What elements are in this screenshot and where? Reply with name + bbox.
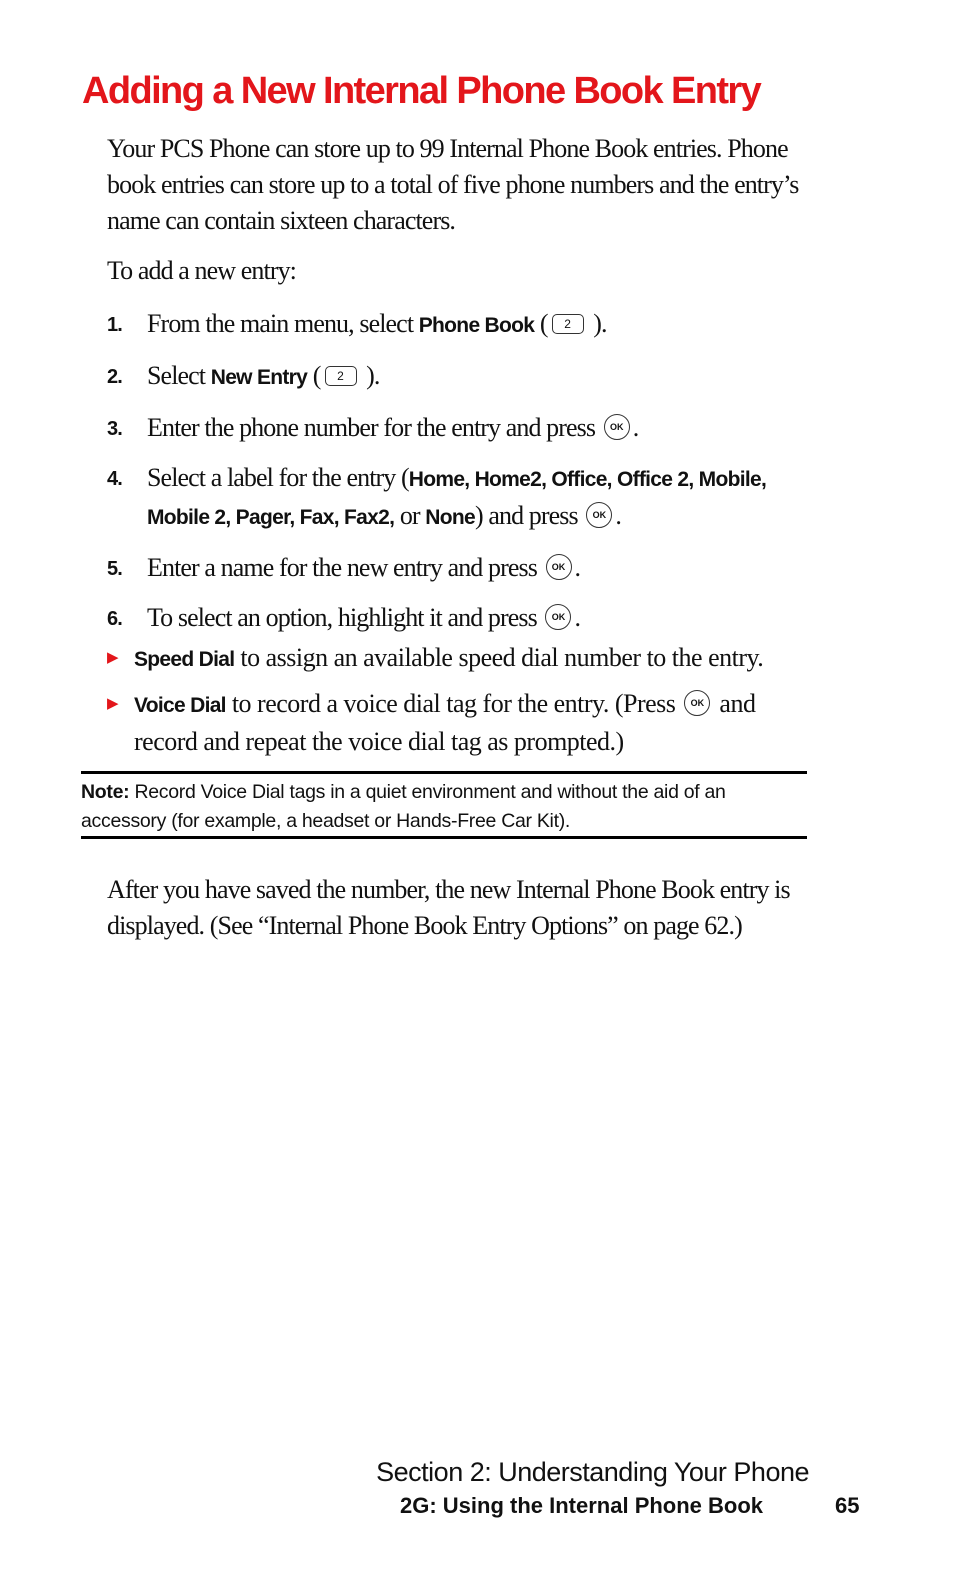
paren-open: ( [534, 309, 548, 338]
ok-key-icon: OK [586, 502, 612, 528]
menu-name: Phone Book [418, 314, 535, 337]
step-end: . [632, 413, 639, 442]
option-text: to assign an available speed dial number to the entry. [234, 643, 764, 672]
step-4 [107, 460, 807, 536]
or-text: or [394, 501, 426, 530]
step-text: Enter the phone number for the entry and press [147, 413, 601, 442]
page-number: 65 [835, 1493, 860, 1518]
ok-key-icon: OK [545, 604, 571, 630]
options-list [107, 640, 807, 768]
step-number: 4. [107, 468, 122, 490]
right-triangle-icon: ▶ [107, 650, 119, 666]
option-text-after: and record and repeat the voice dial tag as prompted.) [134, 689, 756, 756]
option-name: Speed Dial [134, 648, 235, 671]
option-speed-dial [107, 640, 807, 678]
step-number: 3. [107, 418, 122, 440]
step-3 [107, 410, 807, 446]
label-none: None [425, 506, 475, 529]
footer-section: Section 2: Understanding Your Phone [376, 1457, 809, 1487]
note-label: Note: [81, 781, 130, 803]
step-number: 1. [107, 314, 122, 336]
option-name: Voice Dial [134, 694, 226, 717]
after-paragraph: After you have saved the number, the new Internal Phone Book entry is displayed. (See “Internal Phone Book Entry Options” on page 62.) [107, 875, 790, 940]
number-key-icon: 2 [552, 314, 584, 334]
intro-paragraph: Your PCS Phone can store up to 99 Internal Phone Book entries. Phone book entries can store up to a total of five phone numbers and the entry’s name can contain sixteen characters. [107, 134, 799, 235]
step-text-after: ) and press [474, 501, 584, 530]
step-number: 2. [107, 366, 122, 388]
step-text: Select a label for the entry ( [147, 463, 409, 492]
menu-name: New Entry [210, 366, 308, 389]
step-end: . [574, 603, 581, 632]
step-6 [107, 600, 807, 636]
step-number: 5. [107, 558, 122, 580]
step-text: Select [147, 361, 211, 390]
ok-key-icon: OK [604, 414, 630, 440]
paren-close: ). [587, 309, 607, 338]
step-text: To select an option, highlight it and press [147, 603, 543, 632]
step-text: From the main menu, select [147, 309, 419, 338]
ok-key-icon: OK [684, 690, 710, 716]
footer-chapter: 2G: Using the Internal Phone Book [400, 1493, 764, 1518]
step-end: . [615, 501, 621, 530]
step-1 [107, 306, 807, 344]
option-voice-dial [107, 686, 807, 760]
option-text: to record a voice dial tag for the entry. (Press [225, 689, 682, 718]
step-2 [107, 358, 807, 396]
paren-close: ). [360, 361, 380, 390]
paren-open: ( [307, 361, 321, 390]
note-text: Record Voice Dial tags in a quiet environment and without the aid of an accessory (for example, a headset or Hands-Free Car Kit). [81, 781, 726, 832]
step-end: . [574, 553, 581, 582]
step-5 [107, 550, 807, 586]
page-title: Adding a New Internal Phone Book Entry [82, 70, 761, 112]
ok-key-icon: OK [546, 554, 572, 580]
note-box [81, 771, 807, 839]
right-triangle-icon: ▶ [107, 696, 119, 712]
step-text: Enter a name for the new entry and press [147, 553, 543, 582]
number-key-icon: 2 [325, 366, 357, 386]
label-options: Home, Home2, Office, Office 2, Mobile, Mobile 2, Pager, Fax, Fax2, [147, 468, 767, 529]
step-number: 6. [107, 608, 122, 630]
lead-text: To add a new entry: [107, 256, 297, 285]
steps-list [107, 306, 807, 650]
